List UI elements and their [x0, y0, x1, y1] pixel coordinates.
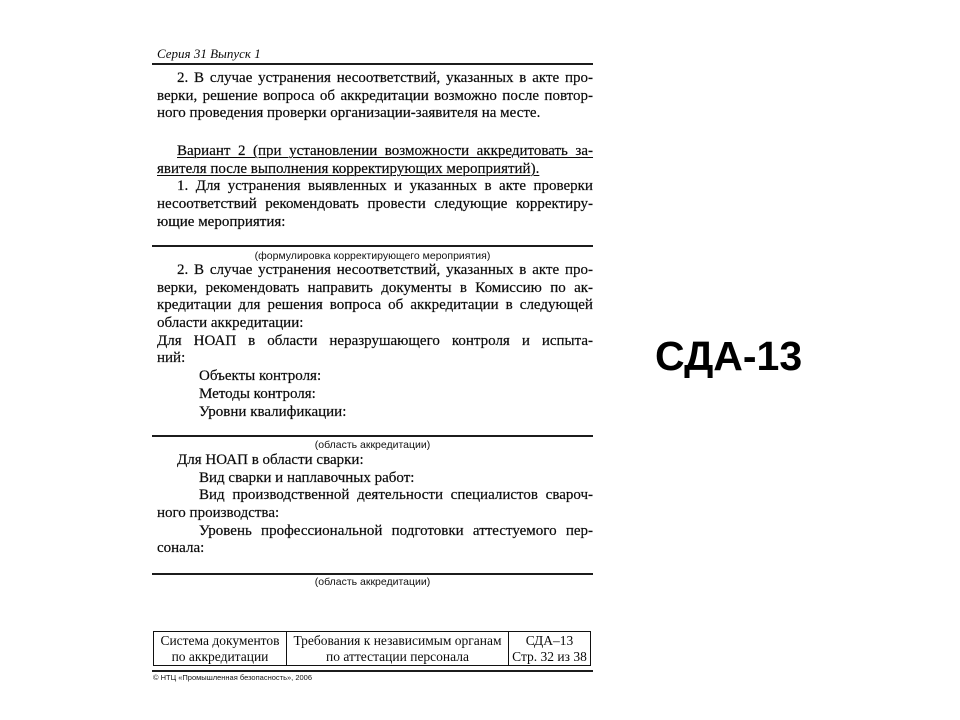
item-2-line: верки, рекомендовать направить документы в Комиссию по ак-	[157, 279, 594, 296]
item-2-paragraph	[157, 262, 593, 421]
footer-system-line: по аккредитации	[171, 648, 269, 664]
footer-cell-system	[154, 632, 287, 665]
paragraph-line: верки, решение вопроса об аккредитации возможно после повтор-	[157, 87, 593, 104]
item-2-line: 2. В случае устранения несоответствий, указанных в акте про-	[177, 262, 593, 278]
footer-doc-code: СДА–13	[525, 632, 574, 648]
welding-field-line: Вид сварки и наплавочных работ:	[199, 469, 415, 486]
welding-field-line: сонала:	[157, 540, 205, 557]
item-2-line: кредитации для решения вопроса об аккредитации в следующей	[157, 297, 593, 314]
header-rule	[152, 63, 593, 65]
slide-document-label: СДА-13	[655, 333, 803, 379]
running-header: Серия 31 Выпуск 1	[157, 46, 261, 61]
footer-table	[153, 631, 591, 666]
welding-field-line: Вид производственной деятельности специалистов свароч-	[199, 487, 594, 504]
variant-2-section	[157, 143, 593, 231]
footer-system-line: Система документов	[160, 632, 280, 648]
ndt-field-methods: Методы контроля:	[199, 385, 316, 402]
welding-scope-caption: (область аккредитации)	[314, 576, 431, 588]
footer-title-line: Требования к независимым органам	[293, 632, 502, 648]
welding-field-line: ного производства:	[157, 505, 280, 522]
footer-cell-code	[509, 632, 590, 665]
corrective-action-blank-line	[152, 245, 593, 247]
item-1-line: несоответствий рекомендовать провести следующие корректиру-	[157, 196, 593, 213]
ndt-field-objects: Объекты контроля:	[199, 368, 322, 385]
ndt-scope-caption: (область аккредитации)	[314, 439, 431, 451]
repeat-inspection-paragraph	[157, 70, 593, 123]
welding-heading: Для НОАП в области сварки:	[177, 452, 364, 468]
item-1-line: ющие мероприятия:	[157, 213, 286, 230]
paragraph-line: 2. В случае устранения несоответствий, указанных в акте про-	[177, 70, 593, 86]
variant-heading-line: явителя после выполнения корректирующих мероприятий).	[157, 160, 540, 177]
footer-page-number: Стр. 32 из 38	[512, 648, 587, 664]
ndt-line: Для НОАП в области неразрушающего контроля и испыта-	[157, 332, 594, 349]
footer-cell-title	[287, 632, 509, 665]
welding-scope-blank-line	[152, 573, 593, 575]
footer-title-line: по аттестации персонала	[326, 648, 469, 664]
item-1-line: 1. Для устранения выявленных и указанных в акте проверки	[177, 178, 593, 195]
ndt-field-levels: Уровни квалификации:	[199, 403, 347, 420]
ndt-scope-blank-line	[152, 435, 593, 437]
footer-rule	[152, 670, 593, 672]
welding-section	[157, 452, 593, 558]
ndt-line: ний:	[157, 350, 186, 367]
welding-field-line: Уровень профессиональной подготовки аттестуемого пер-	[199, 522, 594, 539]
corrective-action-caption: (формулировка корректирующего мероприятия)	[254, 250, 491, 262]
copyright-notice: © НТЦ «Промышленная безопасность», 2006	[153, 673, 313, 682]
item-2-line: области аккредитации:	[157, 315, 304, 332]
variant-heading-line: Вариант 2 (при установлении возможности аккредитовать за-	[177, 143, 594, 159]
paragraph-line: ного проведения проверки организации-заявителя на месте.	[157, 105, 541, 122]
